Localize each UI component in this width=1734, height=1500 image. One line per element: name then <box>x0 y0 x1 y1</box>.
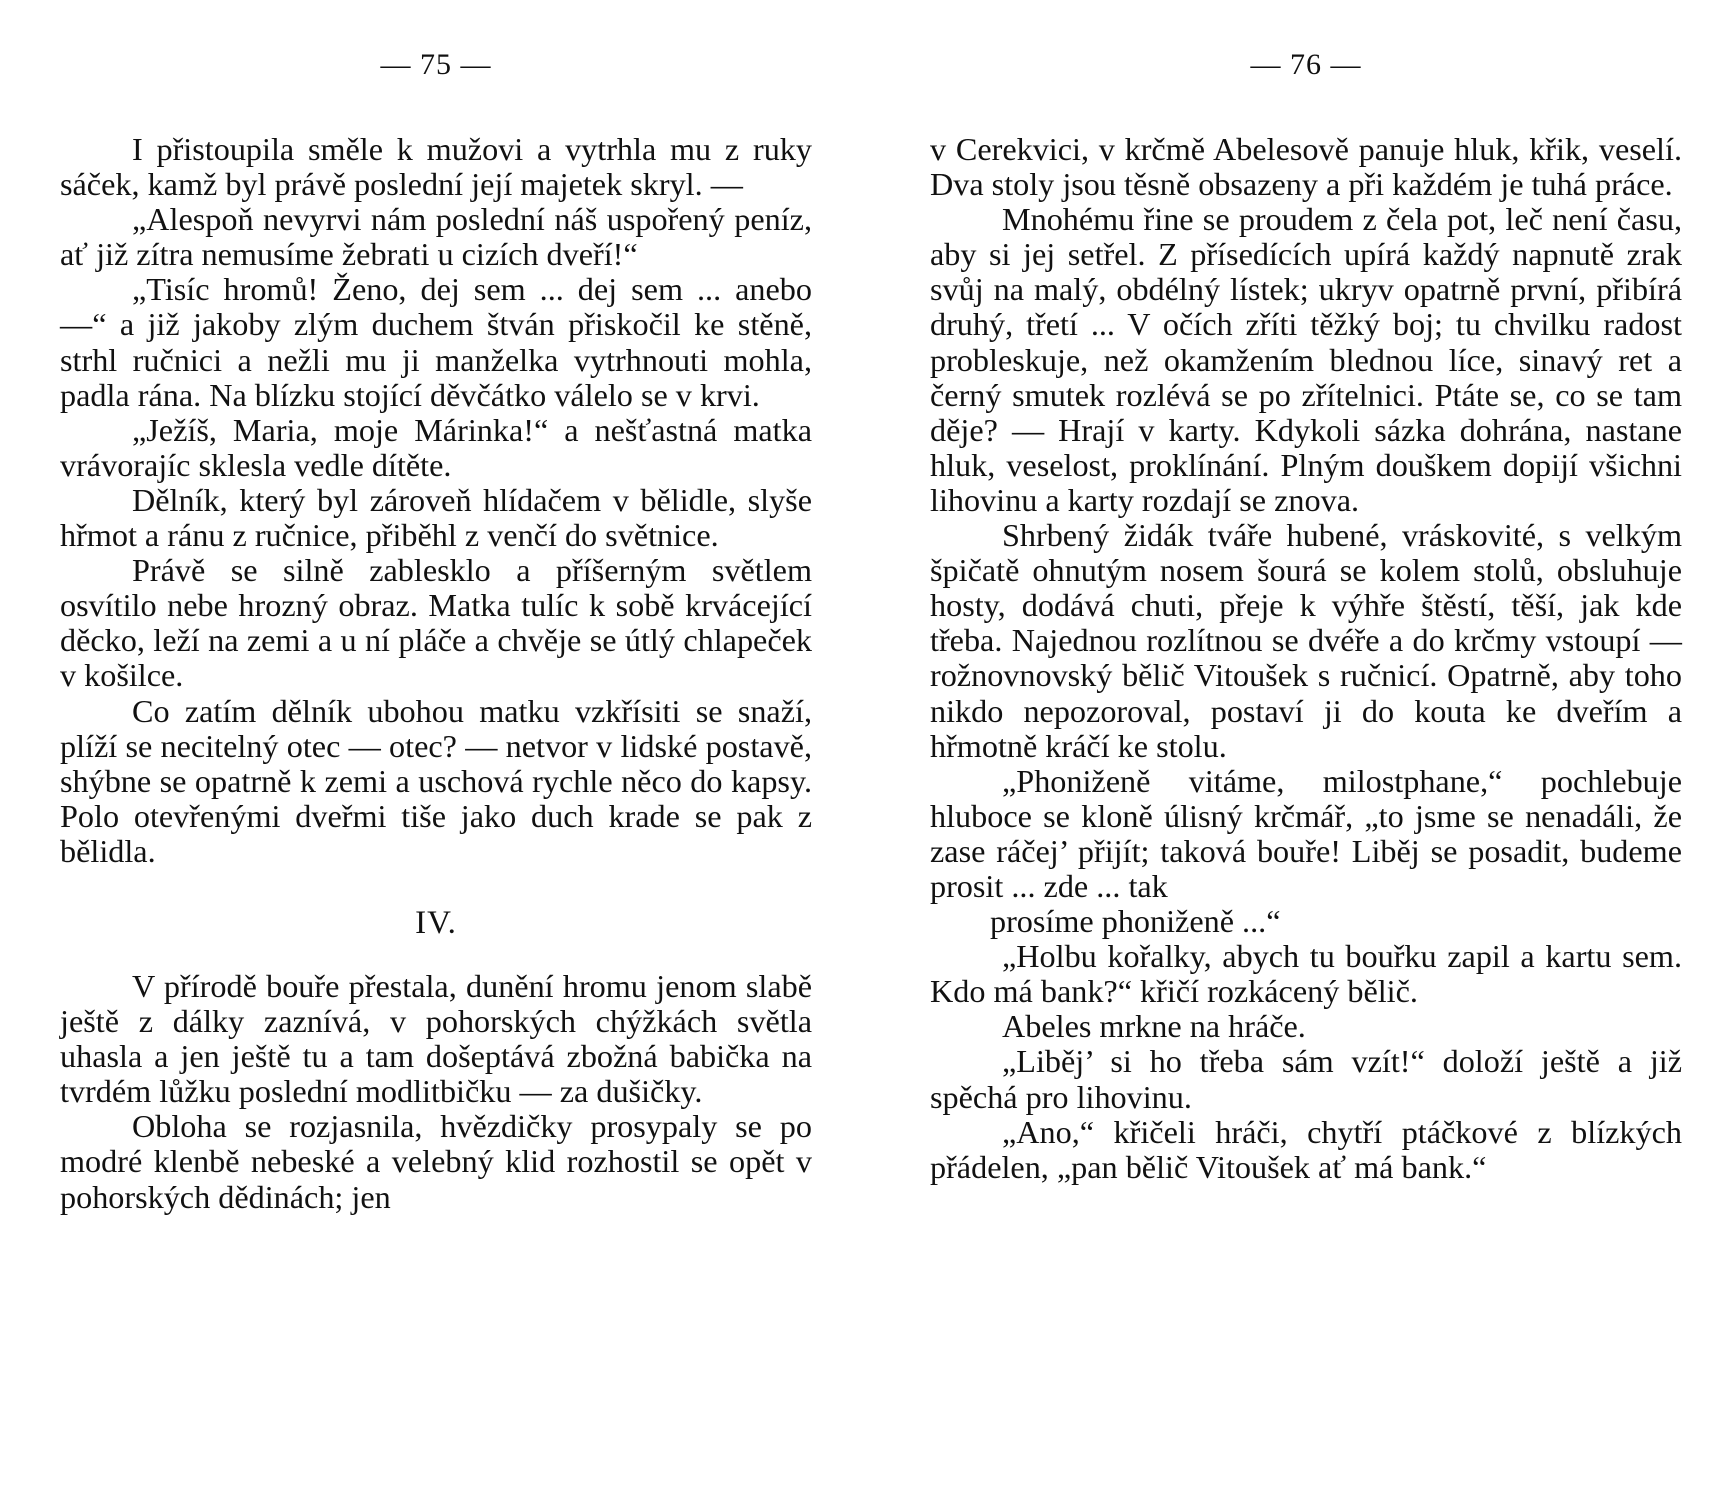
page-number: — 75 — <box>380 48 492 81</box>
paragraph: v Cerekvici, v krčmě Abelesově panuje hluk, křik, veselí. Dva stoly jsou těsně obsazeny a při každém je tuhá práce. <box>930 131 1682 203</box>
right-page <box>930 0 1682 1500</box>
paragraph: „Phoniženě vitáme, milostphane,“ pochlebuje hluboce se kloně úlisný krčmář, „to jsme se nenadáli, že zase ráčej’ přijít; taková bouře! Liběj se posadit, budeme prosit ... zde ... tak <box>930 762 1682 904</box>
right-text-block <box>930 132 1682 1185</box>
paragraph: „Tisíc hromů! Ženo, dej sem ... dej sem ... anebo —“ a již jakoby zlým duchem štván přiskočil ke stěně, strhl ručnici a nežli mu ji manželka vytrhnouti mohla, padla rána. Na blízku stojící děvčátko válelo se v krvi. <box>60 271 812 413</box>
paragraph: „Holbu kořalky, abych tu bouřku zapil a kartu sem. Kdo má bank?“ křičí rozkácený bělič. <box>930 938 1682 1010</box>
paragraph: Co zatím dělník ubohou matku vzkřísiti se snaží, plíží se necitelný otec — otec? — netvor v lidské postavě, shýbne se opatrně k zemi a uschová rychle něco do kapsy. Polo otevřenými dveřmi tiše jako duch krade se pak z bělidla. <box>60 692 812 869</box>
paragraph: Shrbený židák tváře hubené, vráskovité, s velkým špičatě ohnutým nosem šourá se kolem stolů, obsluhuje hosty, dodává chuti, přeje k výhře štěstí, těší, jak kde třeba. Najednou rozlítnou se dvéře a do krčmy vstoupí — rožnovnovský bělič Vitoušek s ručnicí. Opatrně, aby toho nikdo nepozoroval, postaví ji do kouta ke dveřím a hřmotně kráčí ke stolu. <box>930 517 1682 764</box>
left-text-block <box>60 132 812 1215</box>
left-page <box>60 0 812 1500</box>
paragraph: Abeles mrkne na hráče. <box>1002 1008 1306 1045</box>
paragraph: Obloha se rozjasnila, hvězdičky prosypaly se po modré klenbě nebeské a velebný klid rozhostil se opět v pohorských dědinách; jen <box>60 1108 812 1215</box>
paragraph: „Ježíš, Maria, moje Márinka!“ a nešťastná matka vrávorajíc sklesla vedle dítěte. <box>60 411 812 483</box>
paragraph: Právě se silně zablesklo a příšerným světlem osvítilo nebe hrozný obraz. Matka tulíc k sobě krvácející děcko, leží na zemi a u ní pláče a chvěje se útlý chlapeček v košilce. <box>60 552 812 694</box>
page-number: — 76 — <box>1250 48 1362 81</box>
paragraph: „Alespoň nevyrvi nám poslední náš uspořený peníz, ať již zítra nemusíme žebrati u cizích dveří!“ <box>60 201 812 273</box>
paragraph: „Ano,“ křičeli hráči, chytří ptáčkové z blízkých přádelen, „pan bělič Vitoušek ať má bank.“ <box>930 1113 1682 1185</box>
paragraph: „Liběj’ si ho třeba sám vzít!“ doloží ještě a již spěchá pro lihovinu. <box>930 1043 1682 1115</box>
chapter-heading: IV. <box>415 904 457 941</box>
paragraph: Dělník, který byl zároveň hlídačem v bělidle, slyše hřmot a ránu z ručnice, přiběhl z venčí do světnice. <box>60 481 812 554</box>
paragraph-continuation: prosíme phoniženě ...“ <box>990 903 1281 940</box>
paragraph: Mnohému řine se proudem z čela pot, leč není času, aby si jej setřel. Z přísedících upírá každý napnutě zrak svůj na malý, obdélný lístek; ukryv opatrně první, přibírá druhý, třetí ... V očích zříti těžký boj; tu chvilku radost probleskuje, než okamžením blednou líce, sinavý ret a černý smutek rozlévá se po zřítelnici. Ptáte se, co se tam děje? — Hrají v karty. Kdykoli sázka dohrána, nastane hluk, veselost, proklínání. Plným douškem dopijí všichni lihovinu a karty rozdají se znova. <box>930 201 1682 518</box>
paragraph: V přírodě bouře přestala, dunění hromu jenom slabě ještě z dálky zaznívá, v pohorských chýžkách světla uhasla a jen ještě tu a tam došeptává zbožná babička na tvrdém lůžku poslední modlitbičku — za dušičky. <box>60 967 812 1110</box>
paragraph: I přistoupila směle k mužovi a vytrhla mu z ruky sáček, kamž byl právě poslední její majetek skryl. — <box>60 131 812 203</box>
